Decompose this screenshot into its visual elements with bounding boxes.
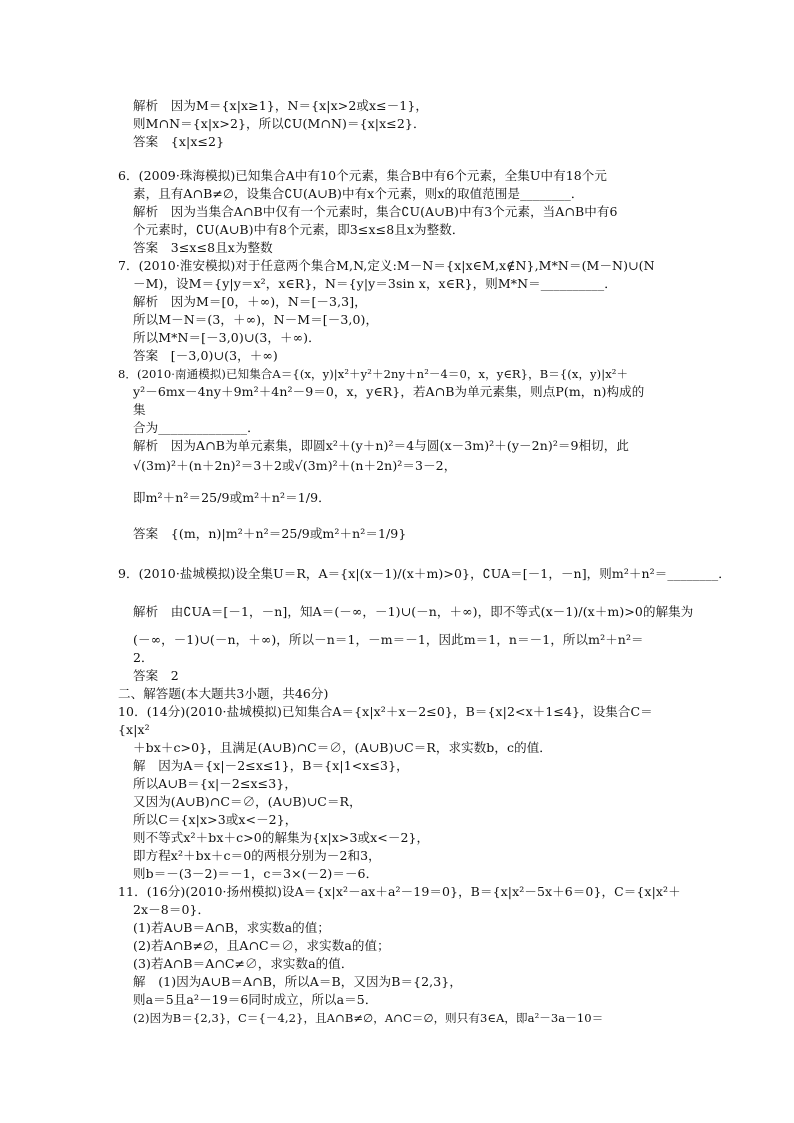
text-line: 则b＝－(3－2)＝－1，c＝3×(－2)＝－6． <box>133 866 379 881</box>
section-heading: 二、解答题(本大题共3小题，共46分) <box>118 686 329 701</box>
text-line: 解析 因为当集合A∩B中仅有一个元素时，集合∁U(A∪B)中有3个元素，当A∩B中有6 <box>133 204 618 219</box>
text-line: 所以M－N＝(3，＋∞)，N－M＝[－3,0)， <box>133 312 379 327</box>
text-line: 个元素时，∁U(A∪B)中有8个元素，即3≤x≤8且x为整数． <box>133 222 465 237</box>
text-line: 即m²＋n²＝25/9或m²＋n²＝1/9． <box>133 490 331 505</box>
text-line: 则M∩N＝{x|x>2}，所以∁U(M∩N)＝{x|x≤2}． <box>133 116 426 131</box>
question-8-line: 8．(2010·南通模拟)已知集合A＝{(x，y)|x²＋y²＋2ny＋n²－4＝0，x，y∈R}，B＝{(x，y)|x²＋ <box>118 367 629 381</box>
text-line: 即方程x²＋bx＋c＝0的两根分别为－2和3， <box>133 848 381 863</box>
text-line: 解析 因为M＝{x|x≥1}，N＝{x|x>2或x≤－1}， <box>133 98 428 113</box>
text-line: 所以A∪B＝{x|－2≤x≤3}， <box>133 776 297 791</box>
answer-line: 答案 2 <box>133 668 179 683</box>
text-line: －M)，设M＝{y|y＝x²，x∈R}，N＝{y|y＝3sin x，x∈R}，则M*N＝__________． <box>133 276 617 291</box>
text-line: 解 (1)因为A∪B＝A∩B，所以A＝B，又因为B＝{2,3}， <box>133 974 462 989</box>
text-line: 所以C＝{x|x>3或x<－2}， <box>133 812 298 827</box>
text-line: ＋bx＋c>0}，且满足(A∪B)∩C＝∅，(A∪B)∪C＝R，求实数b，c的值． <box>133 740 552 755</box>
answer-line: 答案 {(m，n)|m²＋n²＝25/9或m²＋n²＝1/9} <box>133 526 407 541</box>
text-line: (－∞，－1)∪(－n，＋∞)，所以－n＝1，－m＝－1，因此m＝1，n＝－1，所以m²＋n²＝ <box>133 632 644 647</box>
question-10-line: 10．(14分)(2010·盐城模拟)已知集合A＝{x|x²＋x－2≤0}，B＝{x|2<x＋1≤4}，设集合C＝ <box>118 704 653 719</box>
text-line: 答案 {x|x≤2} <box>133 134 225 149</box>
text-line: 2． <box>133 650 154 665</box>
text-line: 解析 因为A∩B为单元素集，即圆x²＋(y＋n)²＝4与圆(x－3m)²＋(y－2n)²＝9相切，此 <box>133 438 629 453</box>
text-line: (1)若A∪B＝A∩B，求实数a的值； <box>133 920 330 935</box>
text-line: 合为______________． <box>133 420 260 435</box>
question-9-line: 9．(2010·盐城模拟)设全集U＝R，A＝{x|(x－1)/(x＋m)>0}，∁UA＝[－1，－n]，则m²＋n²＝________． <box>118 566 731 581</box>
text-line: (2)若A∩B≠∅，且A∩C＝∅，求实数a的值； <box>133 938 390 953</box>
question-11-line: 11．(16分)(2010·扬州模拟)设A＝{x|x²－ax＋a²－19＝0}，B＝{x|x²－5x＋6＝0}，C＝{x|x²＋ <box>118 884 681 899</box>
text-line: 所以M*N＝[－3,0)∪(3，＋∞)． <box>133 330 321 345</box>
text-line: 又因为(A∪B)∩C＝∅，(A∪B)∪C＝R， <box>133 794 362 809</box>
text-line: 解析 因为M＝[0，＋∞)，N＝[－3,3]， <box>133 294 367 309</box>
question-7-line: 7．(2010·淮安模拟)对于任意两个集合M,N,定义:M－N＝{x|x∈M,x∉N},M*N＝(M－N)∪(N <box>118 258 655 273</box>
text-line: 素，且有A∩B≠∅，设集合∁U(A∪B)中有x个元素，则x的取值范围是________． <box>133 186 584 201</box>
text-line: (2)因为B＝{2,3}，C＝{－4,2}，且A∩B≠∅，A∩C＝∅，则只有3∈A，即a²－3a－10＝ <box>133 1011 604 1025</box>
text-line: 解 因为A＝{x|－2≤x≤1}，B＝{x|1<x≤3}， <box>133 758 409 773</box>
text-line: 解析 由∁UA＝[－1，－n]，知A＝(－∞，－1)∪(－n，＋∞)，即不等式(x－1)/(x＋m)>0的解集为 <box>133 604 694 619</box>
text-line: 则不等式x²＋bx＋c>0的解集为{x|x>3或x<－2}， <box>133 830 430 845</box>
text-line: √(3m)²＋(n＋2n)²＝3＋2或√(3m)²＋(n＋2n)²＝3－2， <box>133 458 457 473</box>
text-line: 2x－8＝0}． <box>133 902 211 917</box>
text-line: (3)若A∩B＝A∩C≠∅，求实数a的值． <box>133 956 354 971</box>
question-6-line: 6．(2009·珠海模拟)已知集合A中有10个元素，集合B中有6个元素，全集U中有18个元 <box>118 168 608 183</box>
answer-line: 答案 [－3,0)∪(3，＋∞) <box>133 348 278 363</box>
text-line: 则a＝5且a²－19＝6同时成立，所以a＝5． <box>133 992 378 1007</box>
answer-line: 答案 3≤x≤8且x为整数 <box>133 240 273 255</box>
text-line: {x|x² <box>118 722 150 737</box>
text-line: y²－6mx－4ny＋9m²＋4n²－9＝0，x，y∈R}，若A∩B为单元素集，则点P(m，n)构成的 <box>133 384 645 399</box>
text-line: 集 <box>133 402 146 417</box>
